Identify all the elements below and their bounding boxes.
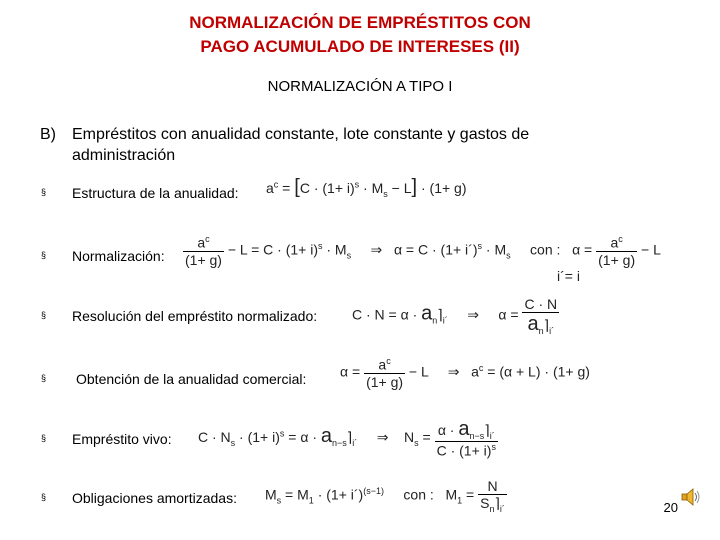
- bullet-marker: §: [41, 492, 47, 502]
- formula-emprestito-vivo: $C \cdot N_s \cdot (1+ i)^s = \alpha$ · $a_{n-s}⌉_{i´}$ ⇒ $N_s$ = $\frac{\alpha \cdot a_{n-s}⌉_{i´}}{C \cdot (1+ i)^s}$: [198, 418, 496, 459]
- formula-estructura: $a^c = [C \cdot (1+ i)^s \cdot M_s - L] \cdot (1+ g)$: [266, 176, 467, 199]
- page-title-line2: PAGO ACUMULADO DE INTERESES (II): [200, 37, 520, 56]
- section-label: B): [40, 126, 56, 143]
- bullet-marker: §: [41, 187, 47, 197]
- bullet-marker: §: [41, 250, 47, 260]
- formula-resolucion: $C \cdot N = \alpha \cdot a_n⌉_{i´}$ ⇒ α = $\frac{C \cdot N}{a_n⌉_{i´}}$: [352, 296, 558, 336]
- formula-normalizacion-rate: i´= i: [557, 268, 580, 284]
- page-number: 20: [663, 500, 678, 515]
- item-label-normalizacion: Normalización:: [72, 248, 165, 264]
- section-text-line2: administración: [72, 147, 176, 164]
- speaker-icon[interactable]: [680, 486, 702, 508]
- item-label-estructura: Estructura de la anualidad:: [72, 185, 239, 201]
- section-heading: [40, 124, 529, 166]
- page-subtitle: NORMALIZACIÓN A TIPO I: [267, 78, 453, 95]
- formula-obligaciones: $M_s = M_1 \cdot (1+$ i´)$^{(s-1)}$ con : $M_1$ = $\frac{N}{S_n⌉_{i´}}$: [265, 478, 505, 514]
- bullet-marker: §: [41, 373, 47, 383]
- item-label-obtencion: Obtención de la anualidad comercial:: [76, 371, 307, 387]
- bullet-marker: §: [41, 433, 47, 443]
- item-label-resolucion: Resolución del empréstito normalizado:: [72, 308, 318, 324]
- page-title-line1: NORMALIZACIÓN DE EMPRÉSTITOS CON: [189, 13, 531, 32]
- formula-normalizacion: $\frac{a^c}{(1+ g)}$ − $L = C \cdot (1+ i)^s \cdot M_s$ ⇒ α = C · (1+ i´)$^s$ · $M_s$ con : α = $\frac{a^c}{(1+ g)}$ − L: [185, 234, 661, 268]
- section-text-line1: Empréstitos con anualidad constante, lote constante y gastos de: [72, 126, 530, 143]
- item-label-emprestito-vivo: Empréstito vivo:: [72, 431, 172, 447]
- item-label-obligaciones: Obligaciones amortizadas:: [72, 490, 237, 506]
- bullet-marker: §: [41, 310, 47, 320]
- formula-obtencion: α = $\frac{a^c}{(1+ g)}$ − L ⇒ $a^c = (\alpha + L) \cdot (1+ g)$: [340, 356, 590, 390]
